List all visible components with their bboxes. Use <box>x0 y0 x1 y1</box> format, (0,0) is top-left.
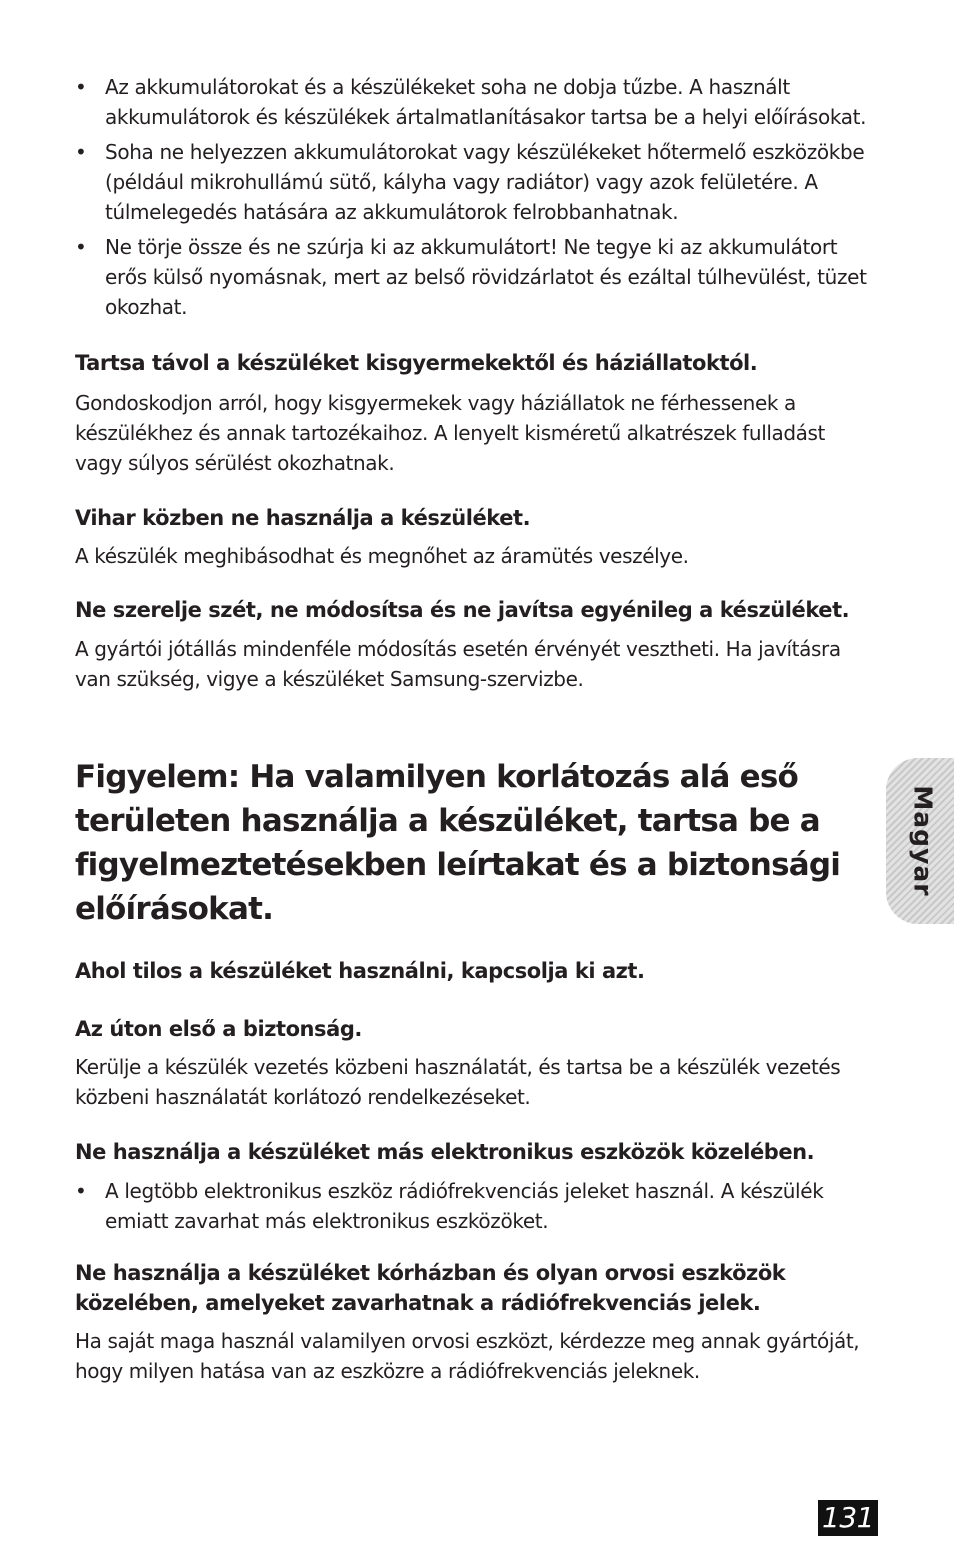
list-item-text: Soha ne helyezzen akkumulátorokat vagy készülékeket hőtermelő eszközökbe (például mikrohullámú sütő, kályha vagy radiátor) vagy azok felületére. A túlmelegedés hatására az akkumulátorok felrobbanhatnak. <box>105 140 865 224</box>
section-title: Figyelem: Ha valamilyen korlátozás alá eső területen használja a készüléket, tartsa be a figyelmeztetésekben leírtakat és a biztonsági előírásokat. <box>75 759 841 927</box>
bullet: • <box>75 140 87 164</box>
bullet: • <box>75 75 87 99</box>
road-heading: Az úton első a biztonság. <box>75 1017 362 1041</box>
list-item-text: A legtöbb elektronikus eszköz rádiófrekvenciás jeleket használ. A készülék emiatt zavarhat más elektronikus eszközöket. <box>105 1179 824 1233</box>
list-item <box>75 72 875 132</box>
battery-safety-list <box>75 72 875 322</box>
electronics-list <box>75 1176 875 1236</box>
children-text: Gondoskodjon arról, hogy kisgyermekek vagy háziállatok ne férhessenek a készülékhez és annak tartozékaihoz. A lenyelt kisméretű alkatrészek fulladást vagy súlyos sérülést okozhatnak. <box>75 391 825 475</box>
storm-text: A készülék meghibásodhat és megnőhet az áramütés veszélye. <box>75 544 689 568</box>
road-text: Kerülje a készülék vezetés közbeni használatát, és tartsa be a készülék vezetés közbeni használatát korlátozó rendelkezéseket. <box>75 1055 841 1109</box>
list-item-text: Ne törje össze és ne szúrja ki az akkumulátort! Ne tegye ki az akkumulátort erős külső nyomásnak, mert az belső rövidzárlatot és ezáltal túlhevülést, tüzet okozhat. <box>105 235 867 319</box>
language-tab-label: Magyar <box>908 785 938 897</box>
list-item <box>75 137 875 227</box>
page-content <box>75 72 875 1386</box>
repair-text: A gyártói jótállás mindenféle módosítás esetén érvényét vesztheti. Ha javításra van szükség, vigye a készüléket Samsung-szervizbe. <box>75 637 841 691</box>
children-heading: Tartsa távol a készüléket kisgyermekektől és háziállatoktól. <box>75 351 758 375</box>
list-item <box>75 1176 875 1236</box>
repair-heading: Ne szerelje szét, ne módosítsa és ne javítsa egyénileg a készüléket. <box>75 598 850 622</box>
list-item-text: Az akkumulátorokat és a készülékeket soha ne dobja tűzbe. A használt akkumulátorok és készülékek ártalmatlanításakor tartsa be a helyi előírásokat. <box>105 75 867 129</box>
page-number: 131 <box>818 1500 878 1536</box>
hospital-heading: Ne használja a készüléket kórházban és olyan orvosi eszközök közelében, amelyeket zavarhatnak a rádiófrekvenciás jelek. <box>75 1261 786 1315</box>
storm-heading: Vihar közben ne használja a készüléket. <box>75 506 531 530</box>
electronics-heading: Ne használja a készüléket más elektronikus eszközök közelében. <box>75 1140 815 1164</box>
list-item <box>75 232 875 322</box>
switch-off-heading: Ahol tilos a készüléket használni, kapcsolja ki azt. <box>75 959 645 983</box>
bullet: • <box>75 1179 87 1203</box>
bullet: • <box>75 235 87 259</box>
hospital-text: Ha saját maga használ valamilyen orvosi eszközt, kérdezze meg annak gyártóját, hogy milyen hatása van az eszközre a rádiófrekvenciás jeleknek. <box>75 1329 860 1383</box>
